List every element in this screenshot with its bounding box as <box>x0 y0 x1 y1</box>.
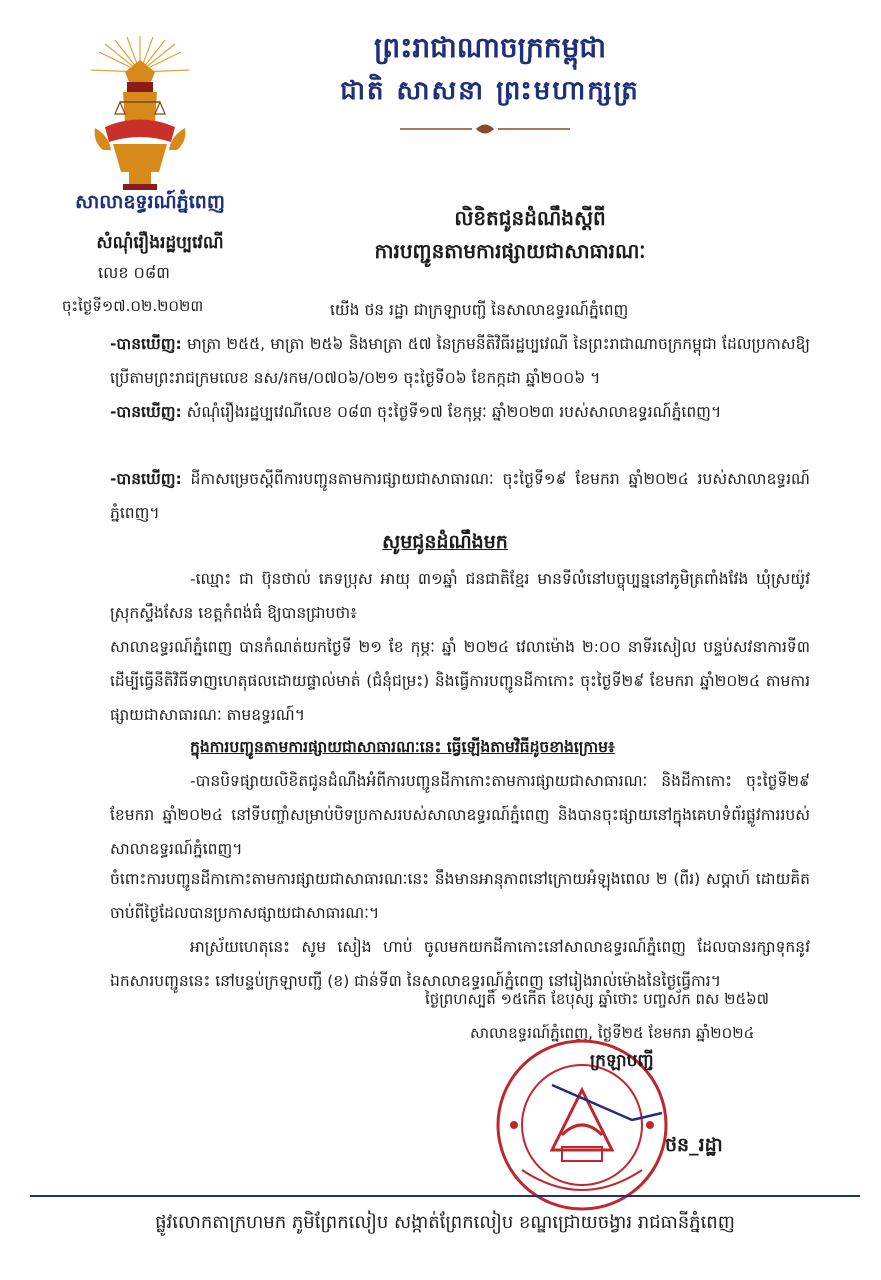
request-paragraph: អាស្រ័យហេតុនេះ សូម សៀង ហាប់ ចូលមកយកដីកាកោះនៅសាលាឧទ្ធរណ៍ភ្នំពេញ ដែលបានរក្សាទុកនូវឯកសារបញ្ជូននេះ នៅបន្ទប់ក្រឡាបញ្ជី (ខ) ជាន់ទី៣ នៃសាលាឧទ្ធរណ៍ភ្នំពេញ នៅរៀងរាល់ម៉ោងនៃថ្ងៃធ្វើការ។ <box>110 938 810 990</box>
hearing-paragraph: សាលាឧទ្ធរណ៍ភ្នំពេញ បានកំណត់យកថ្ងៃទី ២១ ខែ កុម្ភៈ ឆ្នាំ ២០២៤ វេលាម៉ោង ២:០០ នាទីរសៀល បន្ទប់សវនាការទី៣ ដើម្បីធ្វើនីតិវិធីទាញហេតុផលដោយផ្ទាល់មាត់ (ជំនុំជម្រះ) និងធ្វើការបញ្ជូនដីកាកោះ ចុះថ្ងៃទី២៩ ខែមករា ឆ្នាំ២០២៤ តាមការផ្សាយជាសាធារណៈ តាមឧទ្ធរណ៍។ <box>110 638 810 724</box>
footer-address: ផ្លូវលោកតាក្រហមក ភូមិព្រែកលៀប សង្កាត់ព្រែកលៀប ខណ្ឌជ្រោយចង្វារ រាជធានីភ្នំពេញ <box>155 1212 735 1233</box>
intro-line: យើង ថន រដ្ឋា ជាក្រឡាបញ្ជី នៃសាលាឧទ្ធរណ៍ភ្នំពេញ <box>330 301 629 319</box>
court-name: សាលាឧទ្ធរណ៍ភ្នំពេញ <box>75 191 225 213</box>
national-motto: ជាតិ សាសនា ព្រះមហាក្សត្រ <box>340 76 640 106</box>
ornament-divider <box>400 122 570 136</box>
document-title: លិខិតជូនដំណឹងស្តីពី <box>454 206 606 230</box>
case-date: ចុះថ្ងៃទី១៧.០២.២០២៣ <box>62 297 204 315</box>
signatory-role: ក្រឡាបញ្ជី <box>590 1051 654 1071</box>
lunar-date: ថ្ងៃព្រហស្បតិ៍ ១៥កើត ខែបុស្ស ឆ្នាំថោះ បញ្ចស័ក ពស ២៥៦៧ <box>425 990 769 1008</box>
party-paragraph: -ឈ្មោះ ជា ប៊ុនថាល់ ភេទប្រុស អាយុ ៣១ឆ្នាំ ជនជាតិខ្មែរ មានទីលំនៅបច្ចុប្បន្ននៅភូមិត្រពាំងវែង ឃុំស្រយ៉ូវ ស្រុកស្ទឹងសែន ខេត្តកំពង់ធំ ឱ្យបានជ្រាបថា៖ <box>110 570 810 622</box>
court-emblem-icon <box>85 32 195 192</box>
notify-heading: សូមជូនដំណឹងមក <box>382 531 508 553</box>
case-file-label: សំណុំរឿងរដ្ឋប្បវេណី <box>96 233 224 253</box>
place-date: សាលាឧទ្ធរណ៍ភ្នំពេញ, ថ្ងៃទី២៥ ខែមករា ឆ្នាំ២០២៤ <box>470 1024 755 1042</box>
seen-paragraph-3 <box>110 462 810 530</box>
seen-label: -បានឃើញ: <box>110 335 182 353</box>
seen-paragraph-2 <box>110 395 810 429</box>
kingdom-heading: ព្រះរាជាណាចក្រកម្ពុជា <box>373 31 606 64</box>
seen-label: -បានឃើញ: <box>110 470 182 488</box>
effect-paragraph: ចំពោះការបញ្ជូនដីកាកោះតាមការផ្សាយជាសាធារណៈនេះ នឹងមានអានុភាពនៅក្រោយអំឡុងពេល ២ (ពីរ) សប្តាហ៍ ដោយគិតចាប់ពីថ្ងៃដែលបានប្រកាសផ្សាយជាសាធារណៈ។ <box>110 870 811 922</box>
document-subtitle: ការបញ្ជូនតាមការផ្សាយជាសាធារណៈ <box>374 239 646 263</box>
case-number: លេខ ០៨៣ <box>98 263 170 282</box>
method-heading: ក្នុងការបញ្ជូនតាមការផ្សាយជាសាធារណៈនេះ ធ្វើឡើងតាមវិធីដូចខាងក្រោម៖ <box>190 738 615 756</box>
seen-text-3: ដីកាសម្រេចស្តីពីការបញ្ជូនតាមការផ្សាយជាសាធារណៈ ចុះថ្ងៃទី១៩ ខែមករា ឆ្នាំ២០២៤ របស់សាលាឧទ្ធរណ៍ភ្នំពេញ។ <box>110 470 810 522</box>
seen-label: -បានឃើញ: <box>110 403 182 421</box>
seen-text-1: មាត្រា ២៥៥, មាត្រា ២៥៦ និងមាត្រា ៥៧ នៃក្រមនីតិវិធីរដ្ឋប្បវេណី នៃព្រះរាជាណាចក្រកម្ពុជា ដែលប្រកាសឱ្យប្រើតាមព្រះរាជក្រមលេខ នស/រកម/០៧០៦/០២១ ចុះថ្ងៃទី០៦ ខែកក្កដា ឆ្នាំ២០០៦ ។ <box>110 335 810 387</box>
seen-paragraph-1 <box>110 327 810 395</box>
seen-text-2: សំណុំរឿងរដ្ឋប្បវេណីលេខ ០៨៣ ចុះថ្ងៃទី១៧ ខែកុម្ភៈ ឆ្នាំ២០២៣ របស់សាលាឧទ្ធរណ៍ភ្នំពេញ។ <box>186 403 722 421</box>
signatory-name: ថន_រដ្ឋា <box>665 1134 723 1156</box>
posting-paragraph: -បានបិទផ្សាយលិខិតជូនដំណឹងអំពីការបញ្ជូនដីកាកោះតាមការផ្សាយជាសាធារណៈ និងដីកាកោះ ចុះថ្ងៃទី២៩ ខែមករា ឆ្នាំ២០២៤ នៅទីបញ្ចាំសម្រាប់បិទប្រកាសរបស់សាលាឧទ្ធរណ៍ភ្នំពេញ និងបានចុះផ្សាយនៅក្នុងគេហទំព័រផ្លូវការរបស់សាលាឧទ្ធរណ៍ភ្នំពេញ។ <box>110 772 810 858</box>
footer-divider <box>30 1195 860 1197</box>
